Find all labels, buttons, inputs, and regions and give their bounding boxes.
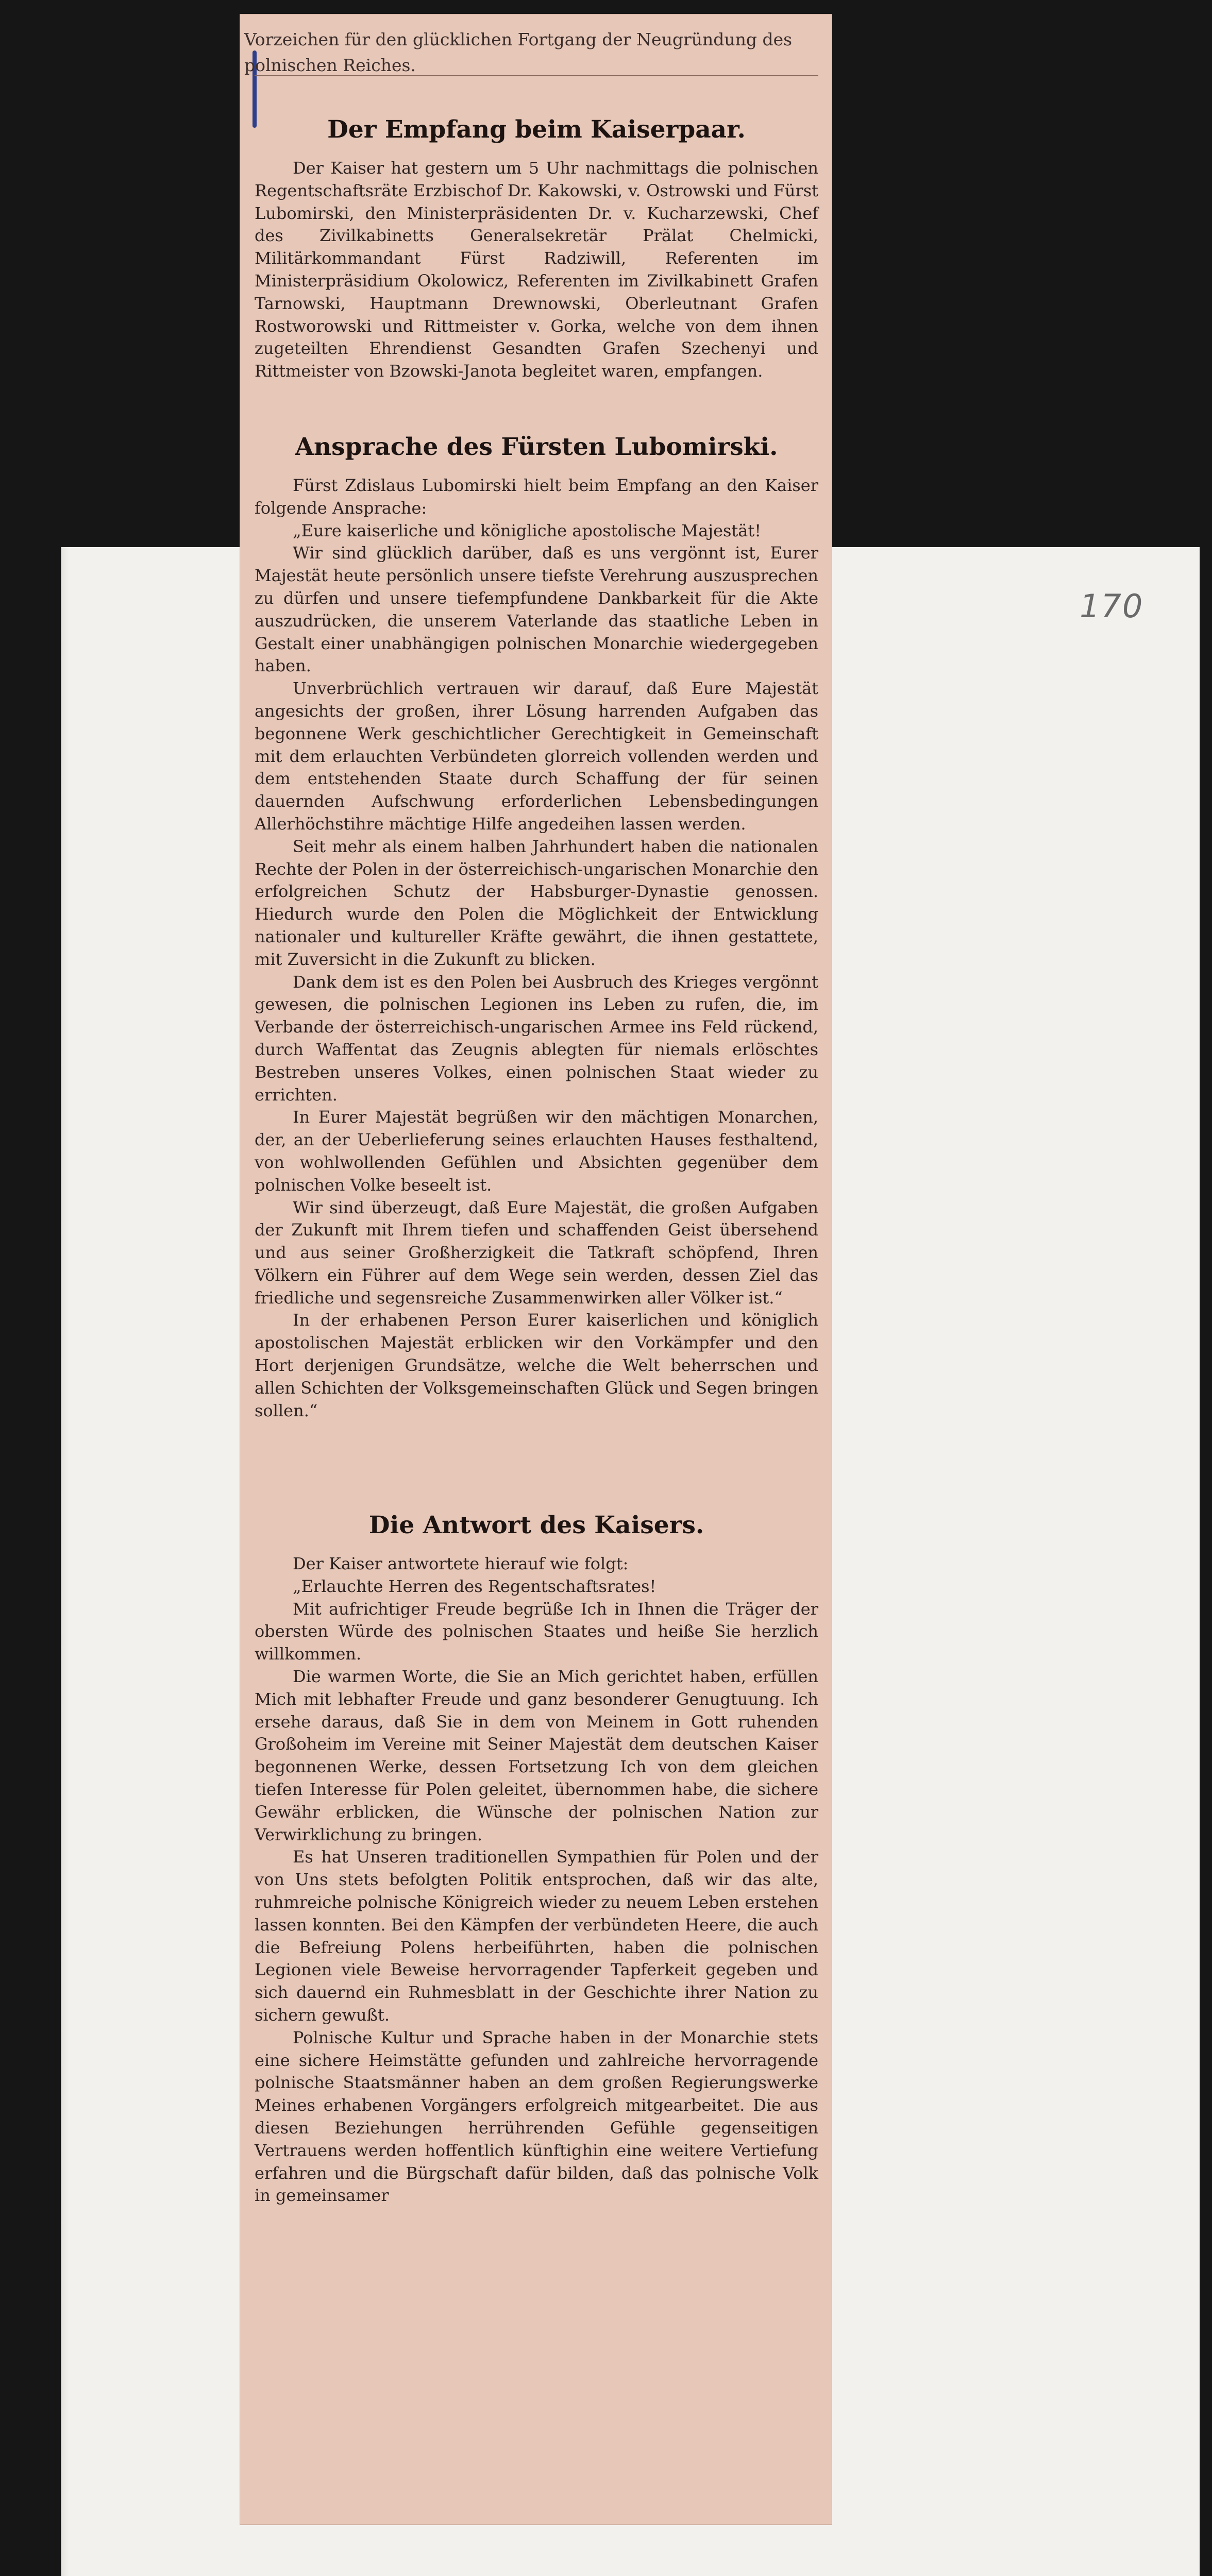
paragraph: Es hat Unseren traditionellen Sympathien für Polen und der von Uns stets befolgten Politik entsprochen, daß wir das alte, ruhmreiche polnische Königreich wieder zu neuem Leben erstehen lassen konnten. Bei den Kämpfen der verbündeten Heere, die auch die Befreiung Polens herbeiführten, haben die polnischen Legionen viele Beweise hervorragender Tapferkeit gegeben und sich dauernd ein Ruhmesblatt in der Geschichte ihrer Nation zu sichern gewußt.	[255, 1847, 818, 2025]
paragraph: In der erhabenen Person Eurer kaiserlichen und königlich apostolischen Majestät erblicken wir den Vorkämpfer und den Hort derjenigen Grundsätze, welche die Welt beherrschen und allen Schichten der Volksgemeinschaften Glück und Segen bringen sollen.“	[255, 1310, 818, 1420]
paragraph: Dank dem ist es den Polen bei Ausbruch des Krieges vergönnt gewesen, die polnischen Legionen ins Leben zu rufen, die, im Verbande der österreichisch-ungarischen Armee ins Feld rückend, durch Waffentat das Zeugnis ablegten für niemals erlöschtes Bestreben unseres Volkes, einen polnischen Staat wieder zu errichten.	[255, 972, 818, 1105]
paragraph: Der Kaiser antwortete hierauf wie folgt:	[293, 1554, 629, 1573]
article-ansprache-body	[255, 474, 818, 1422]
divider	[255, 75, 818, 76]
article-ansprache	[255, 433, 818, 1422]
paragraph: Wir sind glücklich darüber, daß es uns vergönnt ist, Eurer Majestät heute persönlich unsere tiefste Verehrung auszusprechen zu dürfen und unsere tiefempfundene Dankbarkeit für die Akte auszudrücken, die unserem Vaterlande das staatliche Leben in Gestalt einer unabhängigen polnischen Monarchie wiedergegeben haben.	[255, 543, 818, 676]
paragraph: Unverbrüchlich vertrauen wir darauf, daß Eure Majestät angesichts der großen, ihrer Lösung harrenden Aufgaben das begonnene Werk geschichtlicher Gerechtigkeit in Gemeinschaft mit dem erlauchten Verbündeten glorreich vollenden werden und dem entstehenden Staate durch Schaffung der für seinen dauernden Aufschwung erforderlichen Lebensbedingungen Allerhöchstihre mächtige Hilfe angedeihen lassen werden.	[255, 679, 818, 834]
paragraph: Wir sind überzeugt, daß Eure Majestät, die großen Aufgaben der Zukunft mit Ihrem tiefen und schaffenden Geist übersehend und aus seiner Großherzigkeit die Tatkraft schöpfend, Ihren Völkern ein Führer auf dem Wege sein werden, dessen Ziel das friedliche und segensreiche Zusammenwirken aller Völker ist.“	[255, 1197, 818, 1308]
headline-ansprache: Ansprache des Fürsten Lubomirski.	[295, 433, 778, 461]
paragraph: In Eurer Majestät begrüßen wir den mächtigen Monarchen, der, an der Ueberlieferung seines erlauchten Hauses festhaltend, von wohlwollenden Gefühlen und Absichten gegenüber dem polnischen Volke beseelt ist.	[255, 1107, 818, 1195]
paragraph: Die warmen Worte, die Sie an Mich gerichtet haben, erfüllen Mich mit lebhafter Freude und ganz besonderer Genugtuung. Ich ersehe daraus, daß Sie in dem von Meinem in Gott ruhenden Großoheim im Vereine mit Seiner Majestät dem deutschen Kaiser begonnenen Werke, dessen Fortsetzung Ich von dem gleichen tiefen Interesse für Polen geleitet, übernommen habe, die sichere Gewähr erblicken, die Wünsche der polnischen Nation zur Verwirklichung zu bringen.	[255, 1666, 818, 1844]
article-antwort	[255, 1511, 818, 2207]
page-number: 170	[1080, 587, 1144, 625]
article-empfang	[255, 115, 818, 383]
paragraph: „Erlauchte Herren des Regentschaftsrates!	[293, 1576, 656, 1596]
headline-antwort: Die Antwort des Kaisers.	[368, 1511, 704, 1539]
headline-empfang: Der Empfang beim Kaiserpaar.	[327, 115, 746, 144]
paragraph: Mit aufrichtiger Freude begrüße Ich in Ihnen die Träger der obersten Würde des polnischen Staates und heiße Sie herzlich willkommen.	[255, 1599, 818, 1664]
paragraph: Seit mehr als einem halben Jahrhundert haben die nationalen Rechte der Polen in der österreichisch-ungarischen Monarchie den erfolgreichen Schutz der Habsburger-Dynastie genossen. Hiedurch wurde den Polen die Möglichkeit der Entwicklung nationaler und kultureller Kräfte gewährt, die ihnen gestattete, mit Zuversicht in die Zukunft zu blicken.	[255, 836, 818, 969]
paragraph: Der Kaiser hat gestern um 5 Uhr nachmittags die polnischen Regentschaftsräte Erzbischof Dr. Kakowski, v. Ostrowski und Fürst Lubomirski, den Ministerpräsidenten Dr. v. Kucharzewski, Chef des Zivilkabinetts Generalsekretär Prälat Chelmicki, Militärkommandant Fürst Radziwill, Referenten im Ministerpräsidium Okolowicz, Referenten im Zivilkabinett Grafen Tarnowski, Hauptmann Drewnowski, Oberleutnant Grafen Rostworowski und Rittmeister v. Gorka, welche von dem ihnen zugeteilten Ehrendienst Gesandten Grafen Szechenyi und Rittmeister von Bzowski-Janota begleitet waren, empfangen.	[255, 158, 818, 381]
article-empfang-body	[255, 157, 818, 383]
sheet-edge	[62, 547, 69, 2576]
paragraph: „Eure kaiserliche und königliche apostolische Majestät!	[293, 520, 762, 540]
top-fragment-text: Vorzeichen für den glücklichen Fortgang der Neugründung des polnischen Reiches.	[244, 29, 793, 75]
paragraph: Polnische Kultur und Sprache haben in der Monarchie stets eine sichere Heimstätte gefunden und zahlreiche hervorragende polnische Staatsmänner haben an dem großen Regierungswerke Meines erhabenen Vorgängers erfolgreich mitgearbeitet. Die aus diesen Beziehungen herrührenden Gefühle gegenseitigen Vertrauens werden hoffentlich künftighin eine weitere Vertiefung erfahren und die Bürgschaft dafür bilden, daß das polnische Volk in gemeinsamer	[255, 2027, 818, 2206]
article-antwort-body	[255, 1553, 818, 2207]
paragraph: Fürst Zdislaus Lubomirski hielt beim Empfang an den Kaiser folgende Ansprache:	[255, 476, 818, 518]
newspaper-clipping	[240, 14, 832, 2524]
